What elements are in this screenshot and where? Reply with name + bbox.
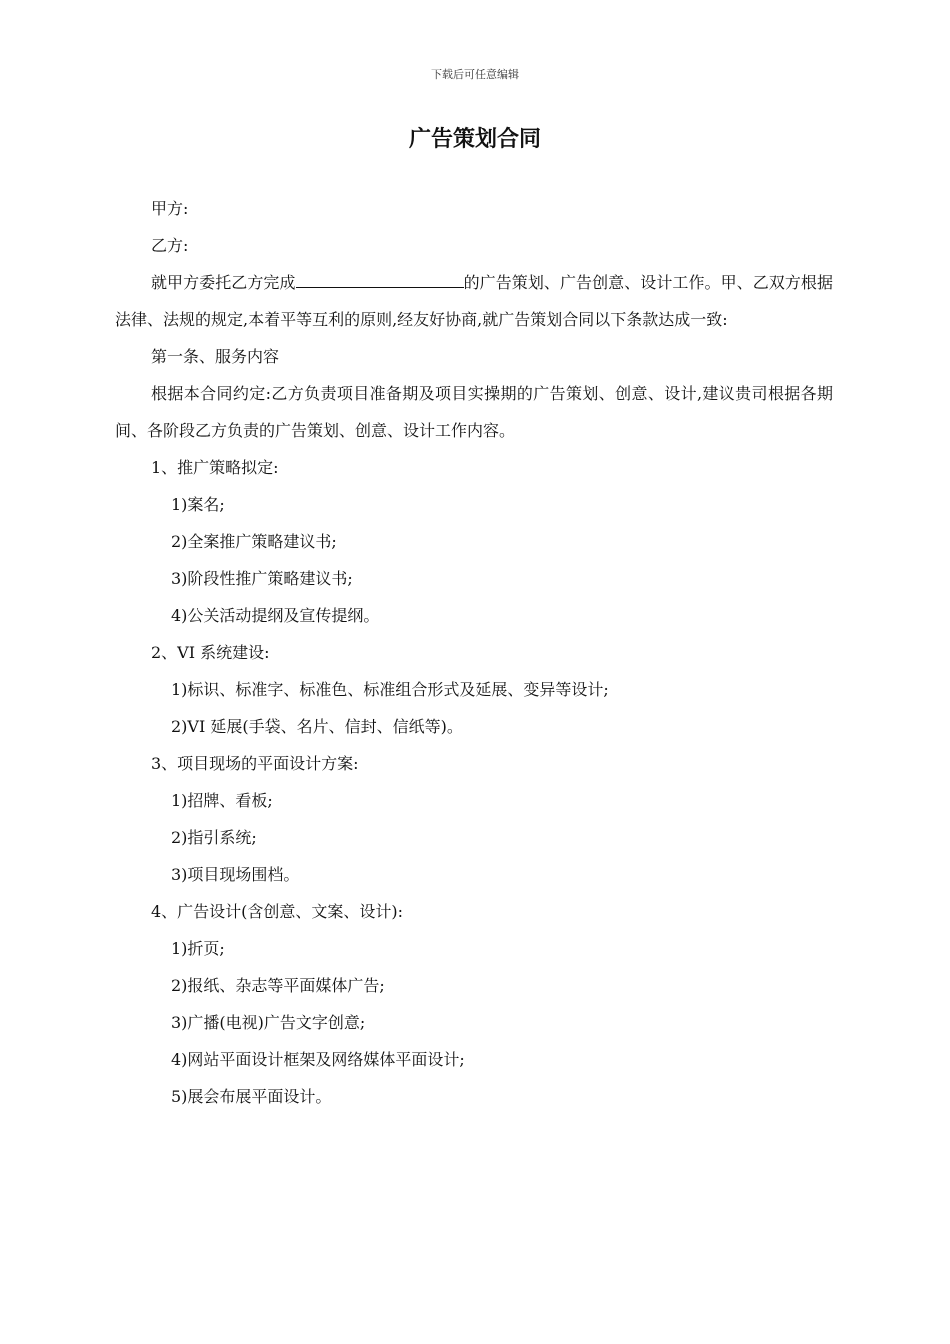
list-item: 1)折页; — [171, 939, 225, 958]
project-name-blank[interactable] — [296, 269, 464, 288]
section-heading: 3、项目现场的平面设计方案: — [151, 754, 359, 773]
section-heading: 1、推广策略拟定: — [151, 458, 279, 477]
list-item: 3)广播(电视)广告文字创意; — [171, 1013, 366, 1032]
header-note: 下载后可任意编辑 — [431, 68, 519, 81]
list-item: 4)公关活动提纲及宣传提纲。 — [171, 606, 380, 625]
list-item: 2)指引系统; — [171, 828, 257, 847]
list-item: 2)VI 延展(手袋、名片、信封、信纸等)。 — [171, 717, 463, 736]
article1-paragraph: 根据本合同约定:乙方负责项目准备期及项目实操期的广告策划、创意、设计,建议贵司根据各期间、各阶段乙方负责的广告策划、创意、设计工作内容。 — [115, 384, 833, 440]
list-item: 1)招牌、看板; — [171, 791, 273, 810]
section-heading: 2、VI 系统建设: — [151, 643, 270, 662]
section-heading: 4、广告设计(含创意、文案、设计): — [151, 902, 404, 921]
intro-before-blank: 就甲方委托乙方完成 — [151, 273, 296, 292]
party-a-line: 甲方: — [151, 199, 189, 218]
list-item: 2)报纸、杂志等平面媒体广告; — [171, 976, 385, 995]
intro-after-blank: 的广告策划、广告创意、设计工作。甲、乙双方根据法律、法规的规定,本着平等互利的原则,经友好协商,就广告策划合同以下条款达成一致: — [115, 273, 833, 329]
list-item: 1)案名; — [171, 495, 225, 514]
contract-body — [115, 190, 833, 1115]
list-item: 5)展会布展平面设计。 — [171, 1087, 332, 1106]
intro-paragraph — [115, 264, 833, 338]
page-title: 广告策划合同 — [408, 127, 541, 152]
list-item: 1)标识、标准字、标准色、标准组合形式及延展、变异等设计; — [171, 680, 609, 699]
list-item: 4)网站平面设计框架及网络媒体平面设计; — [171, 1050, 465, 1069]
list-item: 3)项目现场围档。 — [171, 865, 300, 884]
party-b-line: 乙方: — [151, 236, 189, 255]
list-item: 2)全案推广策略建议书; — [171, 532, 337, 551]
list-item: 3)阶段性推广策略建议书; — [171, 569, 353, 588]
article1-heading: 第一条、服务内容 — [151, 347, 280, 366]
